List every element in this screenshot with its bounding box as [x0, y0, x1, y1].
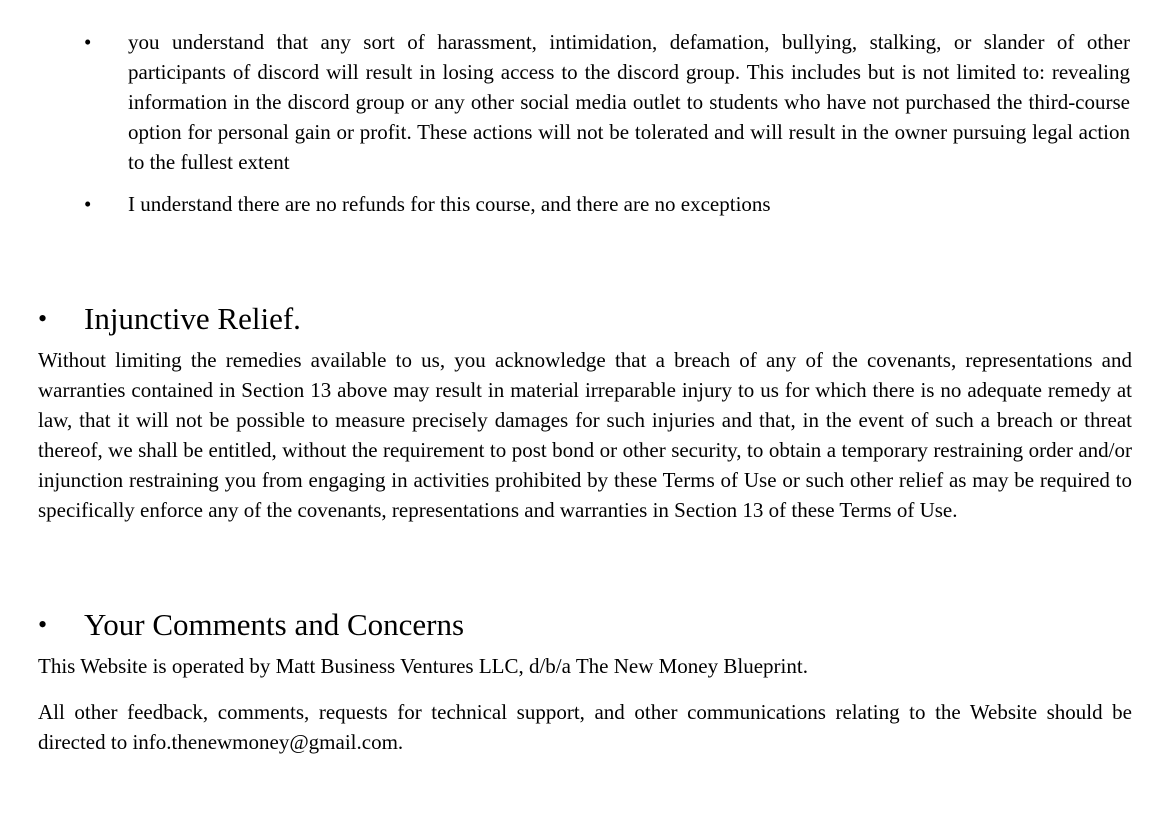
bullet-icon: •	[84, 30, 92, 54]
list-item	[0, 189, 1152, 219]
acknowledgement-list	[0, 27, 1152, 231]
section-heading-text: Your Comments and Concerns	[84, 607, 465, 642]
section-paragraph: This Website is operated by Matt Business Ventures LLC, d/b/a The New Money Blueprint.	[38, 654, 808, 678]
section-paragraph: All other feedback, comments, requests for technical support, and other communications relating to the Website should be directed to info.thenewmoney@gmail.com.	[38, 700, 1132, 754]
bullet-icon: •	[38, 610, 48, 639]
list-item-text: I understand there are no refunds for this course, and there are no exceptions	[128, 192, 771, 216]
comments-concerns-section	[38, 605, 1132, 757]
bullet-icon: •	[84, 192, 92, 216]
section-paragraph: Without limiting the remedies available to us, you acknowledge that a breach of any of the covenants, representations and warranties contained in Section 13 above may result in material irreparable injury to us for which there is no adequate remedy at law, that it will not be possible to measure precisely damages for such injuries and that, in the event of such a breach or threat thereof, we shall be entitled, without the requirement to post bond or other security, to obtain a temporary restraining order and/or injunction restraining you from engaging in activities prohibited by these Terms of Use or such other relief as may be required to specifically enforce any of the covenants, representations and warranties in Section 13 of these Terms of Use.	[38, 348, 1132, 522]
section-heading-text: Injunctive Relief.	[84, 301, 301, 336]
bullet-icon: •	[38, 304, 48, 333]
list-item-text: you understand that any sort of harassment, intimidation, defamation, bullying, stalking, or slander of other participants of discord will result in losing access to the discord group. This includes but is not limited to: revealing information in the discord group or any other social media outlet to students who have not purchased the third-course option for personal gain or profit. These actions will not be tolerated and will result in the owner pursuing legal action to the fullest extent	[128, 30, 1130, 174]
list-item	[0, 27, 1152, 177]
injunctive-relief-section	[38, 299, 1132, 525]
section-heading	[38, 605, 1132, 645]
section-heading	[38, 299, 1132, 339]
